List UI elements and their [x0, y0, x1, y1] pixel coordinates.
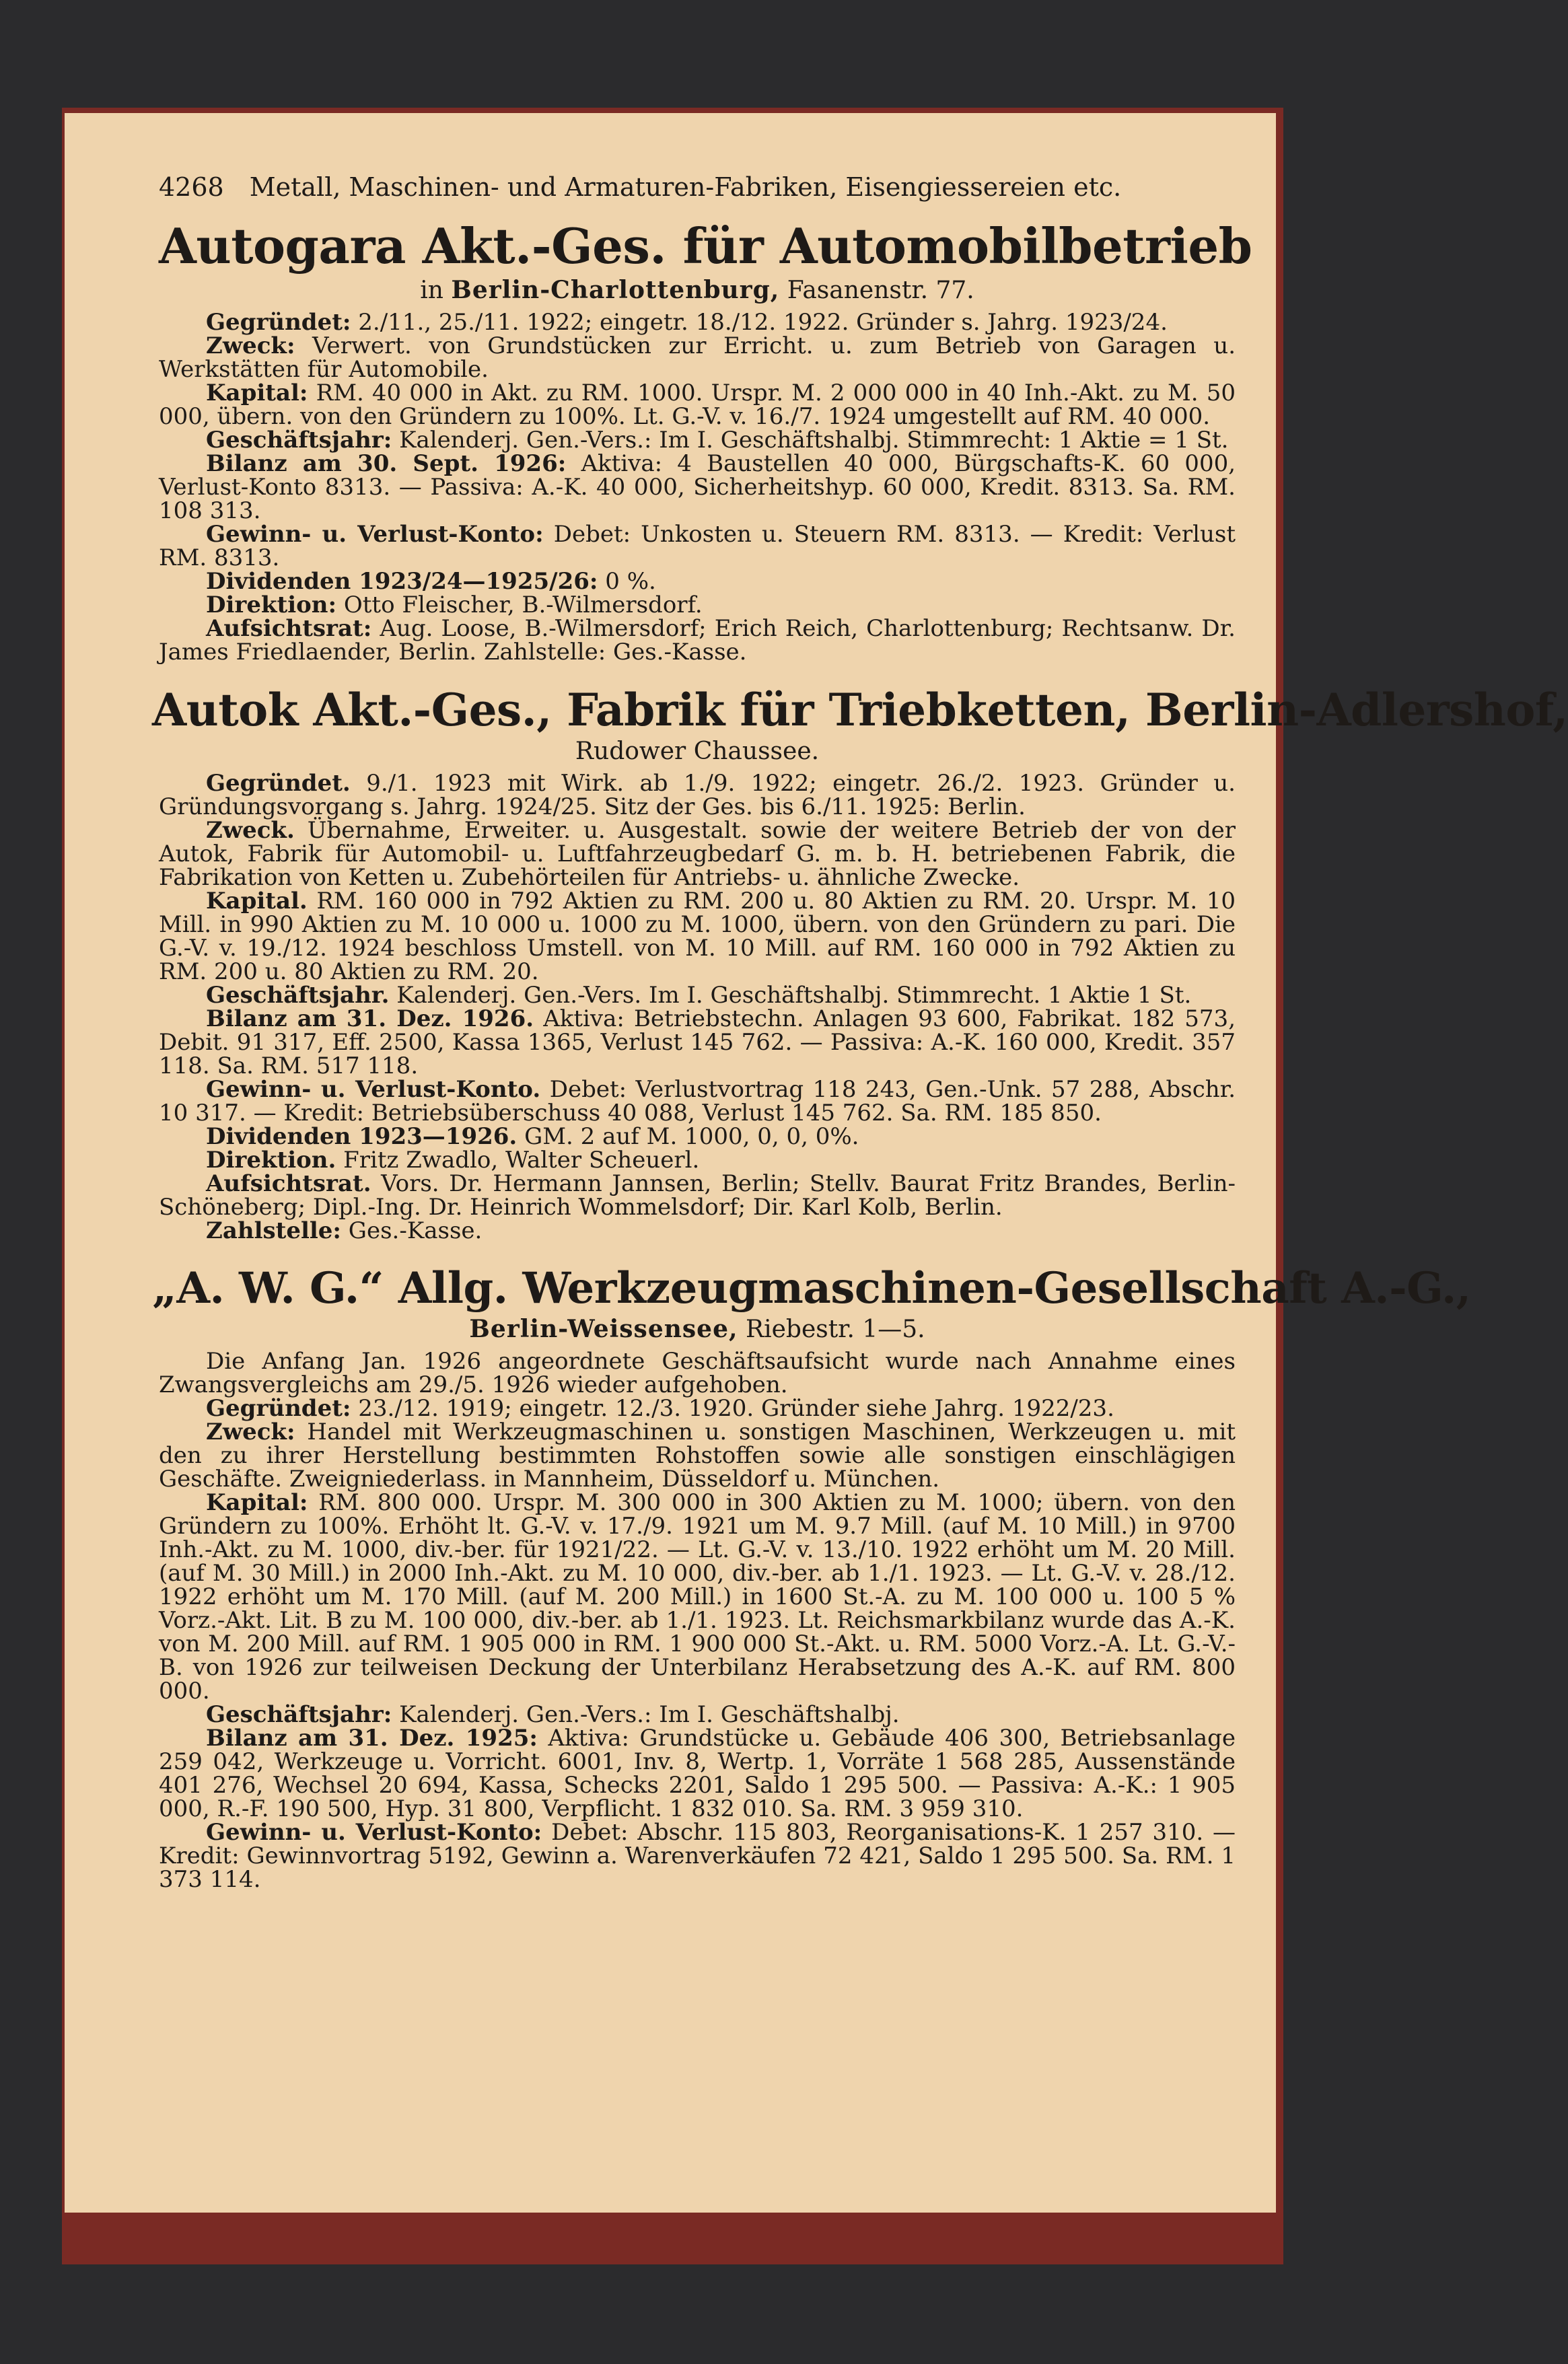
company-location — [159, 1315, 1236, 1343]
company-entry — [159, 217, 1252, 666]
paragraph-text: Aktiva: Grundstücke u. Gebäude 406 300, Betriebsanlage 259 042, Werkzeuge u. Vorricht. 6001, Inv. 8, Wertp. 1, Vorräte 1 568 285, Aussenstände 401 276, Wechsel 20 694, Kassa, Schecks 2201, Saldo 1 295 500. — Passiva: A.-K.: 1 905 000, R.-F. 190 500, Hyp. 31 800, Verpflicht. 1 832 010. Sa. RM. 3 959 310. — [159, 1725, 1236, 1823]
paragraph-text: Debet: Unkosten u. Steuern RM. 8313. — Kredit: Verlust RM. 8313. — [159, 520, 1236, 571]
paragraph-label: Geschäftsjahr. — [206, 981, 390, 1009]
paragraph-text: GM. 2 auf M. 1000, 0, 0, 0%. — [524, 1122, 859, 1150]
paragraph-text: Aktiva: Betriebstechn. Anlagen 93 600, Fabrikat. 182 573, Debit. 91 317, Eff. 2500, Kassa 1365, Verlust 145 762. — Passiva: A.-K. 160 000, Kredit. 357 118. Sa. RM. 517 118. — [159, 1005, 1236, 1079]
entry-paragraph — [159, 1007, 1236, 1078]
company-title: Autok Akt.-Ges., Fabrik für Triebketten, Berlin-Adlershof, — [152, 683, 1568, 736]
entry-paragraph — [159, 887, 1236, 985]
paragraph-text: RM. 800 000. Urspr. M. 300 000 in 300 Aktien zu M. 1000; übern. von den Gründern zu 100%. Erhöht lt. G.-V. v. 17./9. 1921 um M. 9.7 Mill. (auf M. 10 Mill.) in 9700 Inh.-Akt. zu M. 1000, div.-ber. für 1921/22. — Lt. G.-V. v. 13./10. 1922 erhöht um M. 20 Mill. (auf M. 30 Mill.) in 2000 Inh.-Akt. zu M. 10 000, div.-ber. ab 1./1. 1923. — Lt. G.-V. v. 28./12. 1922 erhöht um M. 170 Mill. (auf M. 200 Mill.) in 1600 St.-A. zu M. 100 000 u. 100 5 % Vorz.-Akt. Lit. B zu M. 100 000, div.-ber. ab 1./1. 1923. Lt. Reichsmarkbilanz wurde das A.-K. von M. 200 Mill. auf RM. 1 905 000 in RM. 1 900 000 St.-Akt. u. RM. 5000 Vorz.-A. Lt. G.-V.-B. von 1926 zur teilweisen Deckung der Unterbilanz Herabsetzung des A.-K. auf RM. 800 000. — [159, 1489, 1236, 1705]
entry-paragraph — [159, 1075, 1236, 1126]
paragraph-text: Verwert. von Grundstücken zur Erricht. u. zum Betrieb von Garagen u. Werkstätten für Automobile. — [159, 332, 1236, 383]
company-title: „A. W. G.“ Allg. Werkzeugmaschinen-Gesellschaft A.-G., — [152, 1262, 1471, 1314]
paragraph-label: Aufsichtsrat: — [206, 614, 372, 642]
paragraph-label: Gegründet: — [206, 1395, 351, 1423]
company-location — [159, 276, 1236, 304]
company-location — [159, 738, 1236, 765]
location-city: Berlin-Charlottenburg, — [451, 275, 780, 304]
entry-paragraph — [159, 1146, 1236, 1174]
entry-paragraph — [159, 1397, 1236, 1421]
paragraph-label: Gewinn- u. Verlust-Konto: — [206, 1819, 542, 1847]
paragraph-label: Gewinn- u. Verlust-Konto. — [206, 1075, 541, 1103]
entry-paragraph — [159, 1821, 1236, 1892]
paragraph-text: Ges.-Kasse. — [348, 1217, 483, 1244]
company-entry — [152, 1262, 1471, 1894]
paragraph-label: Dividenden 1923/24—1925/26: — [206, 567, 598, 595]
location-address: Fasanenstr. 77. — [787, 276, 974, 304]
entry-paragraph — [159, 520, 1236, 571]
document-page — [65, 113, 1568, 2213]
paragraph-label: Kapital: — [206, 379, 308, 406]
paragraph-label: Dividenden 1923—1926. — [206, 1122, 518, 1150]
paragraph-text: Fritz Zwadlo, Walter Scheuerl. — [343, 1146, 700, 1174]
paragraph-label: Aufsichtsrat. — [206, 1170, 371, 1197]
running-title: Metall, Maschinen- und Armaturen-Fabriken, Eisengiessereien etc. — [249, 172, 1122, 202]
paragraph-text: 9./1. 1923 mit Wirk. ab 1./9. 1922; eingetr. 26./2. 1923. Gründer u. Gründungsvorgang s. Jahrg. 1924/25. Sitz der Ges. bis 6./11. 1925: Berlin. — [159, 769, 1236, 820]
paragraph-text: 0 %. — [605, 567, 656, 595]
entry-paragraph — [159, 1727, 1236, 1821]
entry-paragraph — [159, 334, 1236, 382]
paragraph-text: Kalenderj. Gen.-Vers.: Im I. Geschäftshalbj. Stimmrecht: 1 Aktie = 1 St. — [399, 426, 1229, 454]
entry-paragraph — [159, 1703, 1236, 1727]
paragraph-label: Zweck. — [206, 816, 295, 844]
entry-paragraph — [159, 452, 1236, 523]
entry-paragraph — [159, 1172, 1236, 1219]
paragraph-text: Aug. Loose, B.-Wilmersdorf; Erich Reich, Charlottenburg; Rechtsanw. Dr. James Friedlaender, Berlin. Zahlstelle: Ges.-Kasse. — [159, 614, 1236, 666]
paragraph-text: Kalenderj. Gen.-Vers. Im I. Geschäftshalbj. Stimmrecht. 1 Aktie 1 St. — [396, 981, 1192, 1009]
paragraph-text: Otto Fleischer, B.-Wilmersdorf. — [343, 591, 703, 618]
entry-paragraph — [159, 981, 1236, 1009]
paragraph-text: Handel mit Werkzeugmaschinen u. sonstigen Maschinen, Werkzeugen u. mit den zu ihrer Herstellung bestimmten Rohstoffen sowie alle sonstigen einschlägigen Geschäfte. Zweigniederlass. in Mannheim, Düsseldorf u. München. — [159, 1419, 1236, 1493]
paragraph-text: Vors. Dr. Hermann Jannsen, Berlin; Stellv. Baurat Fritz Brandes, Berlin-Schöneberg; Dipl.-Ing. Dr. Heinrich Wommelsdorf; Dir. Karl Kolb, Berlin. — [159, 1170, 1236, 1221]
entry-paragraph — [159, 1421, 1236, 1491]
entry-paragraph — [159, 1219, 1236, 1243]
paragraph-label: Zweck: — [206, 1419, 295, 1446]
paragraph-text: RM. 160 000 in 792 Aktien zu RM. 200 u. 80 Aktien zu RM. 20. Urspr. M. 10 Mill. in 990 Aktien zu M. 10 000 u. 1000 zu M. 1000, übern. von den Gründern zu pari. Die G.-V. v. 19./12. 1924 beschloss Umstell. von M. 10 Mill. auf RM. 160 000 in 792 Aktien zu RM. 200 u. 80 Aktien zu RM. 20. — [159, 887, 1236, 985]
paragraph-label: Bilanz am 30. Sept. 1926: — [206, 450, 567, 477]
paragraph-label: Kapital. — [206, 887, 308, 915]
paragraph-text: Aktiva: 4 Baustellen 40 000, Bürgschafts-K. 60 000, Verlust-Konto 8313. — Passiva: A.-K. 40 000, Sicherheitshyp. 60 000, Kredit. 8313. Sa. RM. 108 313. — [159, 450, 1236, 524]
page-number: 4268 — [159, 172, 224, 202]
entry-paragraph — [159, 308, 1236, 336]
paragraph-label: Direktion. — [206, 1146, 336, 1174]
paragraph-label: Geschäftsjahr: — [206, 1701, 392, 1729]
entry-paragraph — [159, 379, 1236, 430]
location-prefix: in — [420, 276, 443, 304]
paragraph-text: Debet: Abschr. 115 803, Reorganisations-K. 1 257 310. — Kredit: Gewinnvortrag 5192, Gewinn a. Warenverkäufen 72 421, Saldo 1 295 500. Sa. RM. 1 373 114. — [159, 1819, 1236, 1894]
entry-paragraph — [159, 769, 1236, 820]
paragraph-label: Gegründet. — [206, 769, 351, 797]
paragraph-label: Bilanz am 31. Dez. 1926. — [206, 1005, 534, 1032]
entry-paragraph — [159, 1491, 1236, 1703]
paragraph-label: Gegründet: — [206, 308, 351, 336]
paragraph-text: 23./12. 1919; eingetr. 12./3. 1920. Gründer siehe Jahrg. 1922/23. — [358, 1395, 1114, 1423]
location-address: Riebestr. 1—5. — [745, 1316, 925, 1344]
paragraph-text: Übernahme, Erweiter. u. Ausgestalt. sowie der weitere Betrieb der von der Autok, Fabrik für Automobil- u. Luftfahrzeugbedarf G. m. b. H. betriebenen Fabrik, die Fabrikation von Ketten u. Zubehörteilen für Antriebs- u. ähnliche Zwecke. — [159, 816, 1236, 891]
paragraph-label: Geschäftsjahr: — [206, 426, 392, 454]
paragraph-text: Debet: Verlustvortrag 118 243, Gen.-Unk. 57 288, Abschr. 10 317. — Kredit: Betriebsüberschuss 40 088, Verlust 145 762. Sa. RM. 185 850. — [159, 1075, 1236, 1126]
company-title: Autogara Akt.-Ges. für Automobilbetrieb — [159, 217, 1252, 275]
paragraph-label: Kapital: — [206, 1489, 308, 1517]
company-entry — [152, 683, 1568, 1244]
paragraph-text: Die Anfang Jan. 1926 angeordnete Geschäftsaufsicht wurde nach Annahme eines Zwangsvergleichs am 29./5. 1926 wieder aufgehoben. — [159, 1348, 1236, 1399]
entry-paragraph — [159, 1122, 1236, 1150]
paragraph-text: 2./11., 25./11. 1922; eingetr. 18./12. 1922. Gründer s. Jahrg. 1923/24. — [358, 308, 1168, 336]
location-city: Berlin-Weissensee, — [469, 1315, 738, 1344]
paragraph-label: Zweck: — [206, 332, 295, 359]
paragraph-label: Gewinn- u. Verlust-Konto: — [206, 520, 544, 548]
paragraph-label: Direktion: — [206, 591, 337, 618]
paragraph-label: Bilanz am 31. Dez. 1925: — [206, 1725, 538, 1752]
paragraph-label: Zahlstelle: — [206, 1217, 341, 1244]
entry-paragraph — [159, 614, 1236, 666]
entry-paragraph — [159, 426, 1236, 454]
location-address: Rudower Chaussee. — [575, 737, 820, 765]
paragraph-text: Kalenderj. Gen.-Vers.: Im I. Geschäftshalbj. — [399, 1701, 900, 1729]
entry-paragraph — [159, 567, 1236, 595]
entry-paragraph — [159, 591, 1236, 618]
paragraph-text: RM. 40 000 in Akt. zu RM. 1000. Urspr. M. 2 000 000 in 40 Inh.-Akt. zu M. 50 000, übern. von den Gründern zu 100%. Lt. G.-V. v. 16./7. 1924 umgestellt auf RM. 40 000. — [159, 379, 1236, 430]
entry-paragraph — [159, 816, 1236, 891]
entry-paragraph — [159, 1350, 1236, 1397]
running-header — [159, 172, 1236, 202]
